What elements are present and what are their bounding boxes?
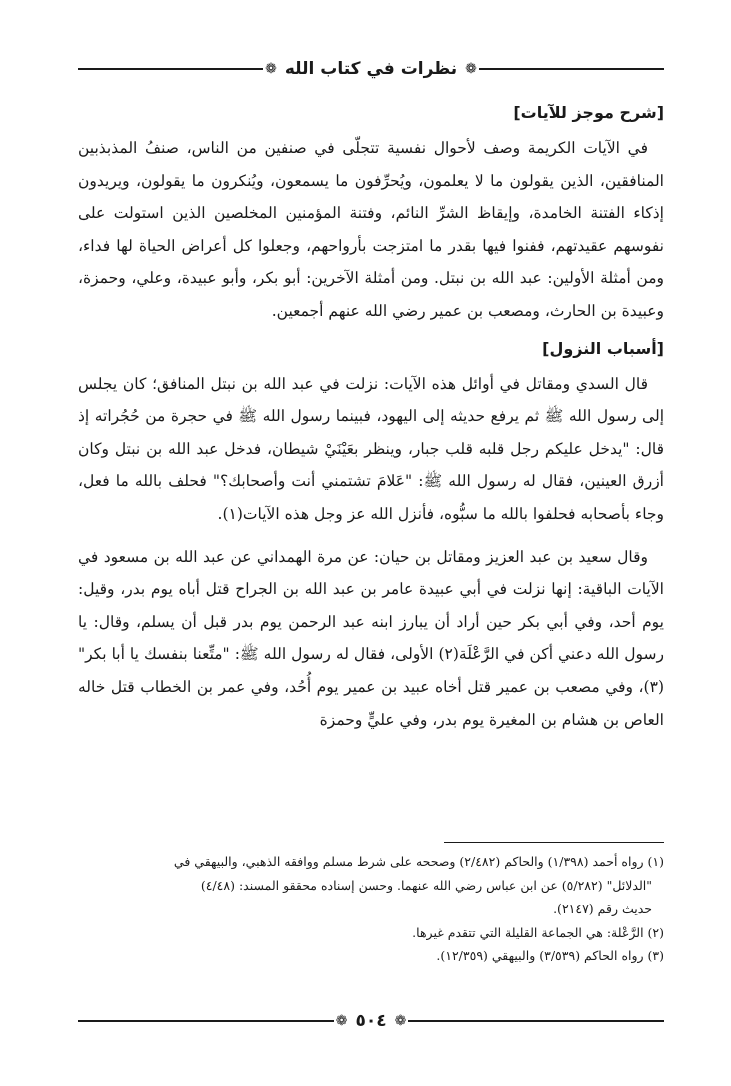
footnote-1-line-1: (١) رواه أحمد (١/٣٩٨) والحاكم (٢/٤٨٢) وصححه على شرط مسلم ووافقه الذهبي، والبيهقي في (173, 854, 664, 869)
section-heading-explanation: [شرح موجز للآيات] (513, 103, 664, 122)
footnote-1-line-2: "الدلائل" (٥/٢٨٢) عن ابن عباس رضي الله عنهما. وحسن إسناده محققو المسند: (٤/٤٨) (200, 877, 652, 893)
ornament-flower-icon: ❁ (335, 1013, 348, 1029)
running-header (78, 52, 664, 86)
page-number: ٥٠٤ (355, 1011, 387, 1031)
ornament-flower-icon: ❁ (265, 61, 277, 77)
page-footer (78, 1006, 664, 1036)
header-rule-right (479, 68, 664, 70)
ornament-flower-icon: ❁ (394, 1013, 407, 1029)
explanation-paragraph: في الآيات الكريمة وصف لأحوال نفسية تتجلّى في صنفين من الناس، صنفُ المذبذبين المنافقين، الذين يقولون ما لا يعلمون، ويُحرِّفون ما يسمعون، ويُنكرون ما يقولون، ويريدون إذكاء الفتنة الخامدة، وإيقاظ الشرِّ النائم، وفتنة المؤمنين المخلصين الذين استولت على نفوسهم عقيدتهم، ففنوا فيها بقدر ما امتزجت بأرواحهم، وجعلوا كل أعراض الحياة لها فداء، ومن أمثلة الأولين: عبد الله بن نبتل. ومن أمثلة الآخرين: أبو بكر، وأبو عبيدة، وعلي، وحمزة، وعبيدة بن الحارث، ومصعب بن عمير رضي الله عنهم أجمعين. (78, 139, 664, 320)
book-title: نظرات في كتاب الله (284, 59, 458, 79)
header-rule-left (78, 68, 263, 70)
footer-rule-left (78, 1020, 334, 1022)
footnote-2: (٢) الرَّعْلة: هي الجماعة القليلة التي تتقدم غيرها. (412, 924, 664, 940)
revelation-paragraph-2: وقال سعيد بن عبد العزيز ومقاتل بن حيان: عن مرة الهمداني عن عبد الله بن مسعود في الآيات الباقية: إنها نزلت في أبي عبيدة عامر بن عبد الله بن الجراح قتل أباه يوم بدر، وقيل: يوم أحد، وفي أبي بكر حين أراد أن يبارز ابنه عبد الرحمن يوم بدر قبل أن يسلم، وقال: يا رسول الله دعني أكن في الرَّعْلَة(٢) الأولى، فقال له رسول الله ﷺ: "متِّعنا بنفسك يا أبا بكر"(٣)، وفي مصعب بن عمير قتل أخاه عبيد بن عمير يوم أُحُد، وفي عمر بن الخطاب قتل خاله العاص بن هشام بن المغيرة يوم بدر، وفي عليٍّ وحمزة (78, 547, 664, 729)
revelation-paragraph-1: قال السدي ومقاتل في أوائل هذه الآيات: نزلت في عبد الله بن نبتل المنافق؛ كان يجلس إلى رسول الله ﷺ ثم يرفع حديثه إلى اليهود، فبينما رسول الله ﷺ في حجرة من حُجُراته إذ قال: "يدخل عليكم رجل قلبه قلب جبار، وينظر بعَيْنَيْ شيطان، فدخل عبد الله بن نبتل وكان أزرق العينين، فقال له رسول الله ﷺ: "عَلامَ تشتمني أنت وأصحابك؟" فحلف بالله ما فعل، وجاء بأصحابه فحلفوا بالله ما سبُّوه، فأنزل الله عز وجل هذه الآيات(١). (78, 374, 664, 523)
page-body (78, 92, 664, 736)
footnotes (78, 850, 664, 968)
footnote-separator (444, 842, 664, 843)
section-heading-revelation-causes: [أسباب النزول] (542, 338, 664, 358)
footnote-3: (٣) رواه الحاكم (٣/٥٣٩) والبيهقي (١٢/٣٥٩). (436, 948, 664, 963)
footer-rule-right (408, 1020, 664, 1022)
footnote-1-line-3: حديث رقم (٢١٤٧). (553, 901, 652, 916)
ornament-flower-icon: ❁ (465, 61, 477, 77)
